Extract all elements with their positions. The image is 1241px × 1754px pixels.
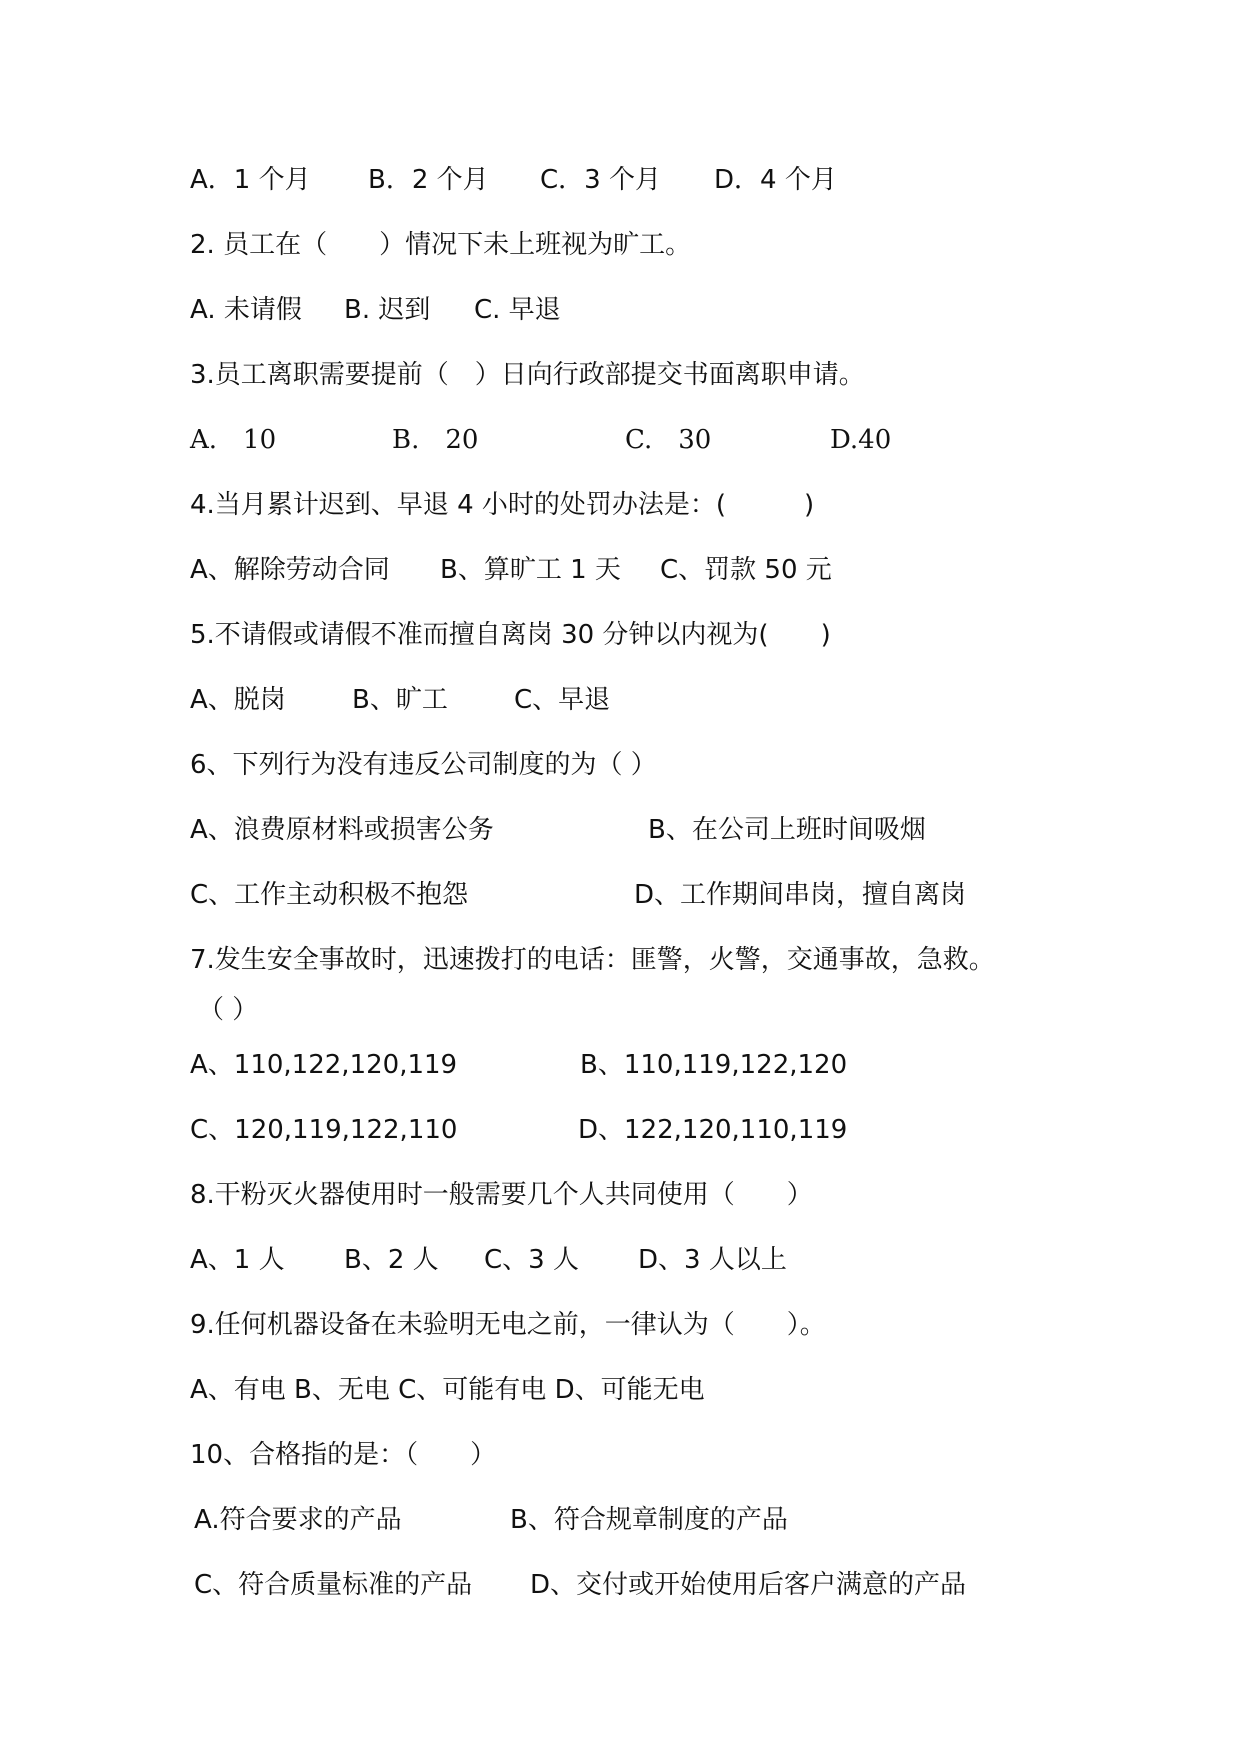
q2-option-a: A. 未请假 xyxy=(190,295,302,325)
q8-option-b: B、2 人 xyxy=(344,1245,439,1275)
q7-option-d: D、122,120,110,119 xyxy=(578,1115,848,1145)
q10-option-d: D、交付或开始使用后客户满意的产品 xyxy=(530,1570,967,1600)
question-7-blank: （ ） xyxy=(198,995,259,1025)
q1-option-b: B．2 个月 xyxy=(368,165,489,195)
q3-option-d: D.40 xyxy=(830,425,892,455)
question-2: 2. 员工在（ ）情况下未上班视为旷工。 xyxy=(190,230,692,260)
q6-option-a: A、浪费原材料或损害公务 xyxy=(190,815,494,845)
q10-option-b: B、符合规章制度的产品 xyxy=(510,1505,788,1535)
q1-option-c: C．3 个月 xyxy=(540,165,661,195)
q3-option-b: B. 20 xyxy=(392,425,479,455)
q7-option-b: B、110,119,122,120 xyxy=(580,1050,848,1080)
q2-option-b: B. 迟到 xyxy=(344,295,431,325)
question-5: 5.不请假或请假不准而擅自离岗 30 分钟以内视为( ) xyxy=(190,620,831,650)
q8-option-a: A、1 人 xyxy=(190,1245,285,1275)
q5-option-a: A、脱岗 xyxy=(190,685,286,715)
q3-option-c: C. 30 xyxy=(625,425,712,455)
q6-option-d: D、工作期间串岗，擅自离岗 xyxy=(634,880,967,910)
question-10: 10、合格指的是：（ ） xyxy=(190,1440,497,1470)
question-6: 6、下列行为没有违反公司制度的为（ ） xyxy=(190,750,657,780)
q1-option-a: A．1 个月 xyxy=(190,165,311,195)
question-7: 7.发生安全事故时，迅速拨打的电话：匪警，火警，交通事故，急救。 xyxy=(190,945,995,975)
q7-option-c: C、120,119,122,110 xyxy=(190,1115,458,1145)
q3-option-a: A. 10 xyxy=(190,425,277,455)
question-4: 4.当月累计迟到、早退 4 小时的处罚办法是：( ) xyxy=(190,490,815,520)
q8-option-d: D、3 人以上 xyxy=(638,1245,787,1275)
question-3: 3.员工离职需要提前（ ）日向行政部提交书面离职申请。 xyxy=(190,360,865,390)
q8-option-c: C、3 人 xyxy=(484,1245,579,1275)
q6-option-c: C、工作主动积极不抱怨 xyxy=(190,880,469,910)
q4-option-c: C、罚款 50 元 xyxy=(660,555,832,585)
q4-option-a: A、解除劳动合同 xyxy=(190,555,390,585)
question-9: 9.任何机器设备在未验明无电之前，一律认为（ ）。 xyxy=(190,1310,826,1340)
q2-option-c: C. 早退 xyxy=(474,295,561,325)
q9-options: A、有电 B、无电 C、可能有电 D、可能无电 xyxy=(190,1375,705,1405)
question-8: 8.干粉灭火器使用时一般需要几个人共同使用（ ） xyxy=(190,1180,813,1210)
q6-option-b: B、在公司上班时间吸烟 xyxy=(648,815,926,845)
q10-option-a: A.符合要求的产品 xyxy=(194,1505,402,1535)
q5-option-c: C、早退 xyxy=(514,685,611,715)
q5-option-b: B、旷工 xyxy=(352,685,448,715)
q7-option-a: A、110,122,120,119 xyxy=(190,1050,458,1080)
q10-option-c: C、符合质量标准的产品 xyxy=(194,1570,473,1600)
q1-option-d: D．4 个月 xyxy=(714,165,837,195)
q4-option-b: B、算旷工 1 天 xyxy=(440,555,621,585)
